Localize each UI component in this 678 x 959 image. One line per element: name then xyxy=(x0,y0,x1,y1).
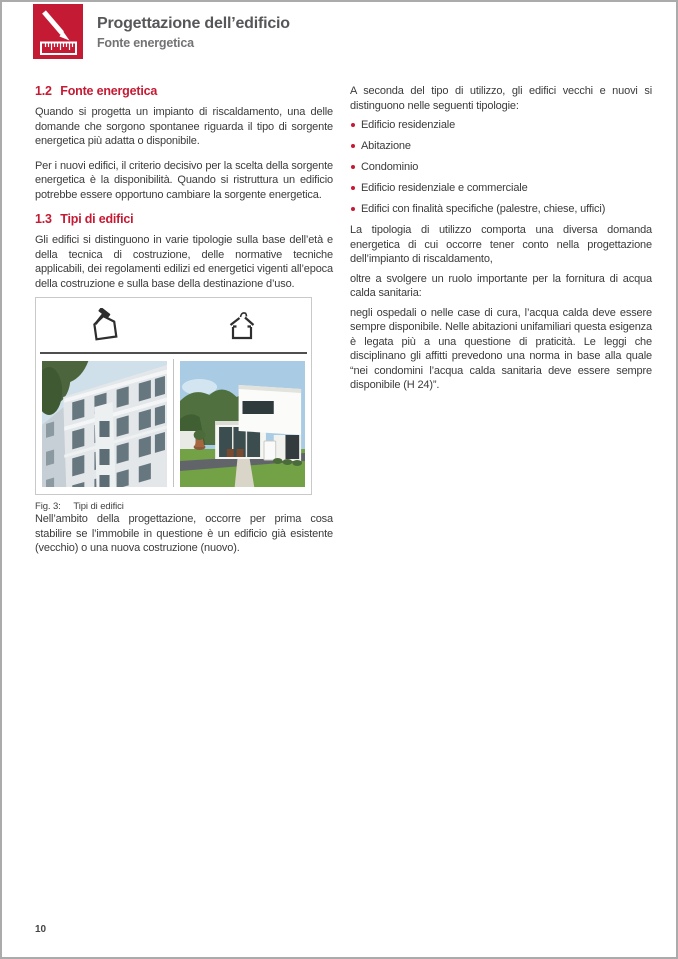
header-subtitle: Fonte energetica xyxy=(97,36,194,50)
list-item: Edifici con finalità specifiche (palestre, chiese, uffici) xyxy=(350,202,652,216)
paragraph: Quando si progetta un impianto di riscaldamento, una delle domande che sorgono spontanee riguarda il tipo di sorgente energetica più adatta o disponibile. xyxy=(35,106,333,147)
bullet-dot-icon xyxy=(351,207,355,211)
section-number: 1.3 xyxy=(35,212,52,226)
figure-photos-row xyxy=(36,354,311,494)
figure-caption-label: Fig. 3: xyxy=(35,501,61,512)
figure-box xyxy=(35,297,312,495)
section-heading-1-2 xyxy=(35,84,333,98)
paragraph: oltre a svolgere un ruolo importante per la fornitura di acqua calda sanitaria: xyxy=(350,272,652,299)
new-building-crane-icon xyxy=(224,308,260,342)
figure-caption xyxy=(35,501,333,512)
page-header xyxy=(97,14,290,50)
page-number: 10 xyxy=(35,924,47,935)
paragraph: Gli edifici si distinguono in varie tipologie sulla base dell’età e della tecnica di costruzione, delle normative tecniche applicabili, dei regolamenti edilizi ed energetici vigenti all’epoca della costruzione e sulla base della destinazione d’uso. xyxy=(35,234,333,290)
bullet-dot-icon xyxy=(351,144,355,148)
list-item: Edificio residenziale xyxy=(350,118,652,132)
left-column xyxy=(35,84,333,566)
building-type-list xyxy=(350,118,652,216)
pencil-ruler-icon xyxy=(33,4,83,59)
bullet-dot-icon xyxy=(351,123,355,127)
paragraph: La tipologia di utilizzo comporta una diversa domanda energetica di cui occorre tener conto nella progettazione dell’impianto di riscaldamento, xyxy=(350,224,652,265)
figure-photo-separator xyxy=(173,359,174,487)
photo-modern-white-house xyxy=(180,361,305,487)
right-column xyxy=(350,84,652,403)
old-building-hammer-icon xyxy=(87,308,123,342)
paragraph: negli ospedali o nelle case di cura, l’acqua calda deve essere sempre disponibile. Nelle abitazioni unifamiliari questa esigenza è legata più a una questione di praticità. Le leggi che disciplinano gli affitti prevedono una norma in base alla quale “nei condomini l’acqua calda sanitaria deve essere sempre disponibile (H 24)”. xyxy=(350,306,652,391)
section-title: Tipi di edifici xyxy=(60,212,134,226)
section-heading-1-3 xyxy=(35,212,333,226)
bullet-dot-icon xyxy=(351,186,355,190)
header-title: Progettazione dell’edificio xyxy=(97,15,290,32)
bullet-dot-icon xyxy=(351,165,355,169)
list-item: Edificio residenziale e commerciale xyxy=(350,181,652,195)
section-number: 1.2 xyxy=(35,84,52,98)
photo-old-classic-building xyxy=(42,361,167,487)
figure-icons-row xyxy=(36,298,311,352)
paragraph: A seconda del tipo di utilizzo, gli edifici vecchi e nuovi si distinguono nelle seguenti tipologie: xyxy=(350,85,652,112)
list-item: Condominio xyxy=(350,160,652,174)
section-title: Fonte energetica xyxy=(60,84,158,98)
list-item: Abitazione xyxy=(350,139,652,153)
figure-caption-text: Tipi di edifici xyxy=(73,501,124,512)
paragraph: Nell’ambito della progettazione, occorre per prima cosa stabilire se l’immobile in questione è un edificio già esistente (vecchio) o una nuova costruzione (nuovo). xyxy=(35,513,333,554)
paragraph: Per i nuovi edifici, il criterio decisivo per la scelta della sorgente energetica è la disponibilità. Quando si ristruttura un edificio potrebbe essere opportuno cambiare la sorgente energetica. xyxy=(35,159,333,201)
